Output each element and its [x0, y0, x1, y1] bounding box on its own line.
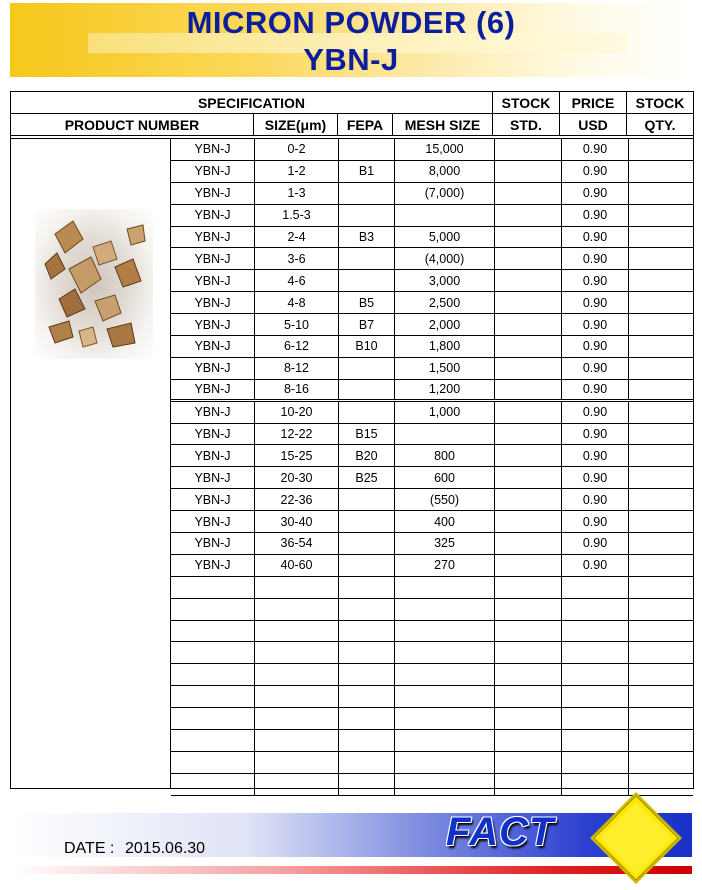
header-specification: SPECIFICATION	[11, 92, 493, 113]
cell-price: 0.90	[562, 270, 629, 291]
cell-fepa: B3	[339, 227, 395, 248]
cell-stock-std	[495, 227, 562, 248]
cell-mesh-size	[395, 205, 495, 226]
date-label: DATE :	[64, 840, 115, 857]
cell-price: 0.90	[562, 489, 629, 510]
cell-fepa	[339, 248, 395, 269]
cell-stock-std	[495, 445, 562, 466]
header-stock-qty-2: QTY.	[644, 116, 676, 133]
cell-product	[171, 664, 255, 685]
table-row	[171, 424, 693, 446]
cell-stock-qty	[629, 708, 693, 729]
cell-stock-qty	[629, 183, 693, 204]
table-row	[171, 577, 693, 599]
cell-fepa	[339, 489, 395, 510]
cell-product: YBN-J	[171, 402, 255, 423]
cell-fepa	[339, 555, 395, 576]
header-mesh-size: MESH SIZE	[393, 114, 493, 135]
cell-size	[255, 642, 339, 663]
cell-price: 0.90	[562, 336, 629, 357]
header-stock-std: STD.	[493, 114, 560, 135]
cell-mesh-size: 600	[395, 467, 495, 488]
cell-size: 12-22	[255, 424, 339, 445]
table-row	[171, 445, 693, 467]
cell-mesh-size: 1,200	[395, 380, 495, 399]
cell-stock-std	[495, 730, 562, 751]
cell-stock-std	[495, 205, 562, 226]
cell-stock-qty	[629, 336, 693, 357]
cell-price: 0.90	[562, 424, 629, 445]
cell-stock-qty	[629, 621, 693, 642]
cell-size: 5-10	[255, 314, 339, 335]
table-row	[171, 205, 693, 227]
cell-mesh-size: 2,000	[395, 314, 495, 335]
cell-price	[562, 686, 629, 707]
cell-product: YBN-J	[171, 161, 255, 182]
cell-stock-qty	[629, 445, 693, 466]
cell-fepa	[339, 752, 395, 773]
cell-size	[255, 752, 339, 773]
cell-size: 8-16	[255, 380, 339, 399]
cell-stock-std	[495, 358, 562, 379]
cell-mesh-size	[395, 642, 495, 663]
cell-size	[255, 686, 339, 707]
cell-mesh-size: (550)	[395, 489, 495, 510]
cell-stock-qty	[629, 161, 693, 182]
table-row	[171, 467, 693, 489]
header-price-usd: USD	[560, 114, 627, 135]
cell-product: YBN-J	[171, 489, 255, 510]
cell-stock-std	[495, 555, 562, 576]
cell-fepa	[339, 511, 395, 532]
cell-product: YBN-J	[171, 424, 255, 445]
cell-stock-std	[495, 467, 562, 488]
cell-size: 15-25	[255, 445, 339, 466]
cell-stock-qty	[629, 577, 693, 598]
cell-fepa: B25	[339, 467, 395, 488]
cell-product: YBN-J	[171, 314, 255, 335]
table-row	[171, 489, 693, 511]
table-row	[171, 358, 693, 380]
cell-stock-qty	[629, 555, 693, 576]
cell-stock-qty	[629, 248, 693, 269]
cell-size	[255, 621, 339, 642]
cell-mesh-size	[395, 774, 495, 795]
cell-mesh-size: 270	[395, 555, 495, 576]
cell-stock-std	[495, 336, 562, 357]
page-subtitle: YBN-J	[303, 42, 399, 77]
cell-price: 0.90	[562, 314, 629, 335]
fact-logo: FACT	[446, 810, 555, 854]
cell-product	[171, 730, 255, 751]
cell-price: 0.90	[562, 205, 629, 226]
cell-fepa	[339, 533, 395, 554]
table-row	[171, 555, 693, 577]
cell-price	[562, 752, 629, 773]
cell-mesh-size: 1,000	[395, 402, 495, 423]
cell-stock-qty	[629, 205, 693, 226]
table-row	[171, 314, 693, 336]
cell-fepa: B20	[339, 445, 395, 466]
cell-price: 0.90	[562, 533, 629, 554]
cell-mesh-size	[395, 708, 495, 729]
cell-fepa	[339, 139, 395, 160]
cell-fepa: B15	[339, 424, 395, 445]
cell-stock-std	[495, 774, 562, 795]
table-row	[171, 402, 693, 424]
cell-fepa	[339, 270, 395, 291]
cell-product	[171, 686, 255, 707]
cell-stock-std	[495, 183, 562, 204]
cell-stock-qty	[629, 664, 693, 685]
cell-stock-std	[495, 533, 562, 554]
cell-mesh-size	[395, 599, 495, 620]
table-row	[171, 380, 693, 402]
cell-fepa	[339, 205, 395, 226]
cell-size	[255, 774, 339, 795]
table-row	[171, 686, 693, 708]
cell-stock-std	[495, 642, 562, 663]
cell-fepa: B10	[339, 336, 395, 357]
cell-product: YBN-J	[171, 270, 255, 291]
diamond-logo-icon	[588, 790, 684, 886]
cell-size: 30-40	[255, 511, 339, 532]
cell-stock-qty	[629, 314, 693, 335]
cell-stock-qty	[629, 227, 693, 248]
cell-stock-qty	[629, 642, 693, 663]
table-row	[171, 139, 693, 161]
header-stock: STOCK	[493, 92, 560, 113]
cell-price	[562, 577, 629, 598]
cell-size	[255, 664, 339, 685]
table-row	[171, 730, 693, 752]
cell-price: 0.90	[562, 467, 629, 488]
cell-size: 0-2	[255, 139, 339, 160]
cell-price: 0.90	[562, 161, 629, 182]
cell-stock-std	[495, 489, 562, 510]
cell-mesh-size: 800	[395, 445, 495, 466]
table-header-row-1	[11, 92, 693, 114]
cell-product	[171, 752, 255, 773]
cell-product: YBN-J	[171, 467, 255, 488]
micron-powder-photo	[35, 209, 153, 359]
cell-size: 20-30	[255, 467, 339, 488]
table-row	[171, 708, 693, 730]
cell-stock-qty	[629, 139, 693, 160]
cell-stock-std	[495, 292, 562, 313]
cell-size	[255, 577, 339, 598]
cell-product: YBN-J	[171, 511, 255, 532]
table-row	[171, 621, 693, 643]
cell-stock-std	[495, 248, 562, 269]
cell-price	[562, 664, 629, 685]
cell-stock-qty	[629, 270, 693, 291]
cell-price	[562, 621, 629, 642]
cell-stock-std	[495, 621, 562, 642]
cell-fepa	[339, 730, 395, 751]
table-row	[171, 270, 693, 292]
cell-product: YBN-J	[171, 380, 255, 399]
cell-mesh-size	[395, 621, 495, 642]
cell-fepa	[339, 686, 395, 707]
cell-product	[171, 577, 255, 598]
cell-product: YBN-J	[171, 555, 255, 576]
cell-size: 1-3	[255, 183, 339, 204]
cell-price: 0.90	[562, 227, 629, 248]
table-row	[171, 599, 693, 621]
cell-price: 0.90	[562, 555, 629, 576]
cell-size: 22-36	[255, 489, 339, 510]
cell-price	[562, 642, 629, 663]
cell-size: 1-2	[255, 161, 339, 182]
cell-mesh-size: 1,500	[395, 358, 495, 379]
cell-stock-qty	[629, 511, 693, 532]
cell-stock-std	[495, 752, 562, 773]
cell-price: 0.90	[562, 358, 629, 379]
price-table	[10, 91, 694, 789]
cell-product: YBN-J	[171, 292, 255, 313]
cell-size: 1.5-3	[255, 205, 339, 226]
cell-fepa	[339, 577, 395, 598]
table-row	[171, 161, 693, 183]
cell-mesh-size	[395, 424, 495, 445]
table-row	[171, 292, 693, 314]
cell-stock-std	[495, 402, 562, 423]
cell-fepa	[339, 642, 395, 663]
cell-stock-qty	[629, 292, 693, 313]
cell-fepa: B5	[339, 292, 395, 313]
cell-stock-qty	[629, 533, 693, 554]
cell-stock-std	[495, 424, 562, 445]
cell-stock-std	[495, 599, 562, 620]
cell-mesh-size	[395, 577, 495, 598]
cell-stock-qty	[629, 467, 693, 488]
cell-stock-qty	[629, 599, 693, 620]
cell-price: 0.90	[562, 511, 629, 532]
cell-product	[171, 708, 255, 729]
table-header-row-2	[11, 114, 693, 136]
cell-stock-qty	[629, 730, 693, 751]
cell-size: 3-6	[255, 248, 339, 269]
cell-stock-std	[495, 511, 562, 532]
cell-size: 8-12	[255, 358, 339, 379]
date-value: 2015.06.30	[125, 840, 206, 857]
cell-price	[562, 730, 629, 751]
cell-stock-qty	[629, 686, 693, 707]
cell-stock-qty	[629, 358, 693, 379]
cell-stock-qty	[629, 752, 693, 773]
cell-stock-qty	[629, 380, 693, 399]
cell-size: 4-8	[255, 292, 339, 313]
product-photo-column	[11, 139, 171, 788]
cell-price: 0.90	[562, 292, 629, 313]
cell-fepa	[339, 358, 395, 379]
cell-size: 4-6	[255, 270, 339, 291]
cell-product: YBN-J	[171, 248, 255, 269]
cell-fepa	[339, 664, 395, 685]
cell-fepa: B1	[339, 161, 395, 182]
cell-stock-std	[495, 314, 562, 335]
cell-product: YBN-J	[171, 227, 255, 248]
cell-product: YBN-J	[171, 533, 255, 554]
cell-stock-std	[495, 270, 562, 291]
header-stock-qty: STOCK	[635, 94, 685, 111]
cell-fepa	[339, 774, 395, 795]
cell-stock-std	[495, 708, 562, 729]
cell-size	[255, 708, 339, 729]
cell-mesh-size: 400	[395, 511, 495, 532]
cell-mesh-size	[395, 686, 495, 707]
cell-price: 0.90	[562, 139, 629, 160]
cell-mesh-size: (4,000)	[395, 248, 495, 269]
cell-size: 40-60	[255, 555, 339, 576]
cell-product: YBN-J	[171, 183, 255, 204]
cell-price: 0.90	[562, 380, 629, 399]
cell-product	[171, 642, 255, 663]
cell-mesh-size: (7,000)	[395, 183, 495, 204]
cell-stock-std	[495, 577, 562, 598]
cell-stock-std	[495, 686, 562, 707]
cell-product	[171, 621, 255, 642]
cell-product: YBN-J	[171, 336, 255, 357]
cell-price	[562, 708, 629, 729]
cell-mesh-size: 3,000	[395, 270, 495, 291]
cell-mesh-size: 1,800	[395, 336, 495, 357]
table-row	[171, 664, 693, 686]
page-title: MICRON POWDER (6)	[186, 5, 516, 40]
cell-stock-qty	[629, 402, 693, 423]
cell-mesh-size: 2,500	[395, 292, 495, 313]
cell-size: 36-54	[255, 533, 339, 554]
cell-size: 2-4	[255, 227, 339, 248]
cell-product: YBN-J	[171, 445, 255, 466]
cell-mesh-size: 15,000	[395, 139, 495, 160]
table-row	[171, 511, 693, 533]
cell-product: YBN-J	[171, 205, 255, 226]
cell-mesh-size: 8,000	[395, 161, 495, 182]
cell-stock-qty	[629, 489, 693, 510]
cell-mesh-size	[395, 730, 495, 751]
cell-stock-std	[495, 380, 562, 399]
cell-price: 0.90	[562, 402, 629, 423]
cell-stock-std	[495, 161, 562, 182]
cell-stock-std	[495, 664, 562, 685]
cell-mesh-size: 5,000	[395, 227, 495, 248]
cell-fepa	[339, 183, 395, 204]
table-row	[171, 183, 693, 205]
cell-stock-std	[495, 139, 562, 160]
cell-stock-qty	[629, 424, 693, 445]
cell-product	[171, 774, 255, 795]
table-row	[171, 533, 693, 555]
cell-mesh-size	[395, 752, 495, 773]
cell-fepa	[339, 599, 395, 620]
cell-fepa	[339, 708, 395, 729]
cell-size	[255, 599, 339, 620]
cell-fepa: B7	[339, 314, 395, 335]
cell-size: 10-20	[255, 402, 339, 423]
header-product-number: PRODUCT NUMBER	[11, 114, 254, 135]
table-body	[171, 139, 693, 796]
cell-fepa	[339, 380, 395, 399]
table-row	[171, 642, 693, 664]
cell-fepa	[339, 402, 395, 423]
cell-fepa	[339, 621, 395, 642]
cell-price: 0.90	[562, 248, 629, 269]
header-fepa: FEPA	[338, 114, 393, 135]
cell-price	[562, 599, 629, 620]
cell-size	[255, 730, 339, 751]
table-row	[171, 227, 693, 249]
cell-mesh-size: 325	[395, 533, 495, 554]
table-row	[171, 336, 693, 358]
header-size: SIZE(μm)	[254, 114, 338, 135]
header-price: PRICE	[560, 92, 627, 113]
table-row	[171, 752, 693, 774]
cell-product	[171, 599, 255, 620]
cell-price: 0.90	[562, 183, 629, 204]
cell-product: YBN-J	[171, 139, 255, 160]
cell-size: 6-12	[255, 336, 339, 357]
table-row	[171, 248, 693, 270]
cell-price: 0.90	[562, 445, 629, 466]
cell-product: YBN-J	[171, 358, 255, 379]
cell-mesh-size	[395, 664, 495, 685]
